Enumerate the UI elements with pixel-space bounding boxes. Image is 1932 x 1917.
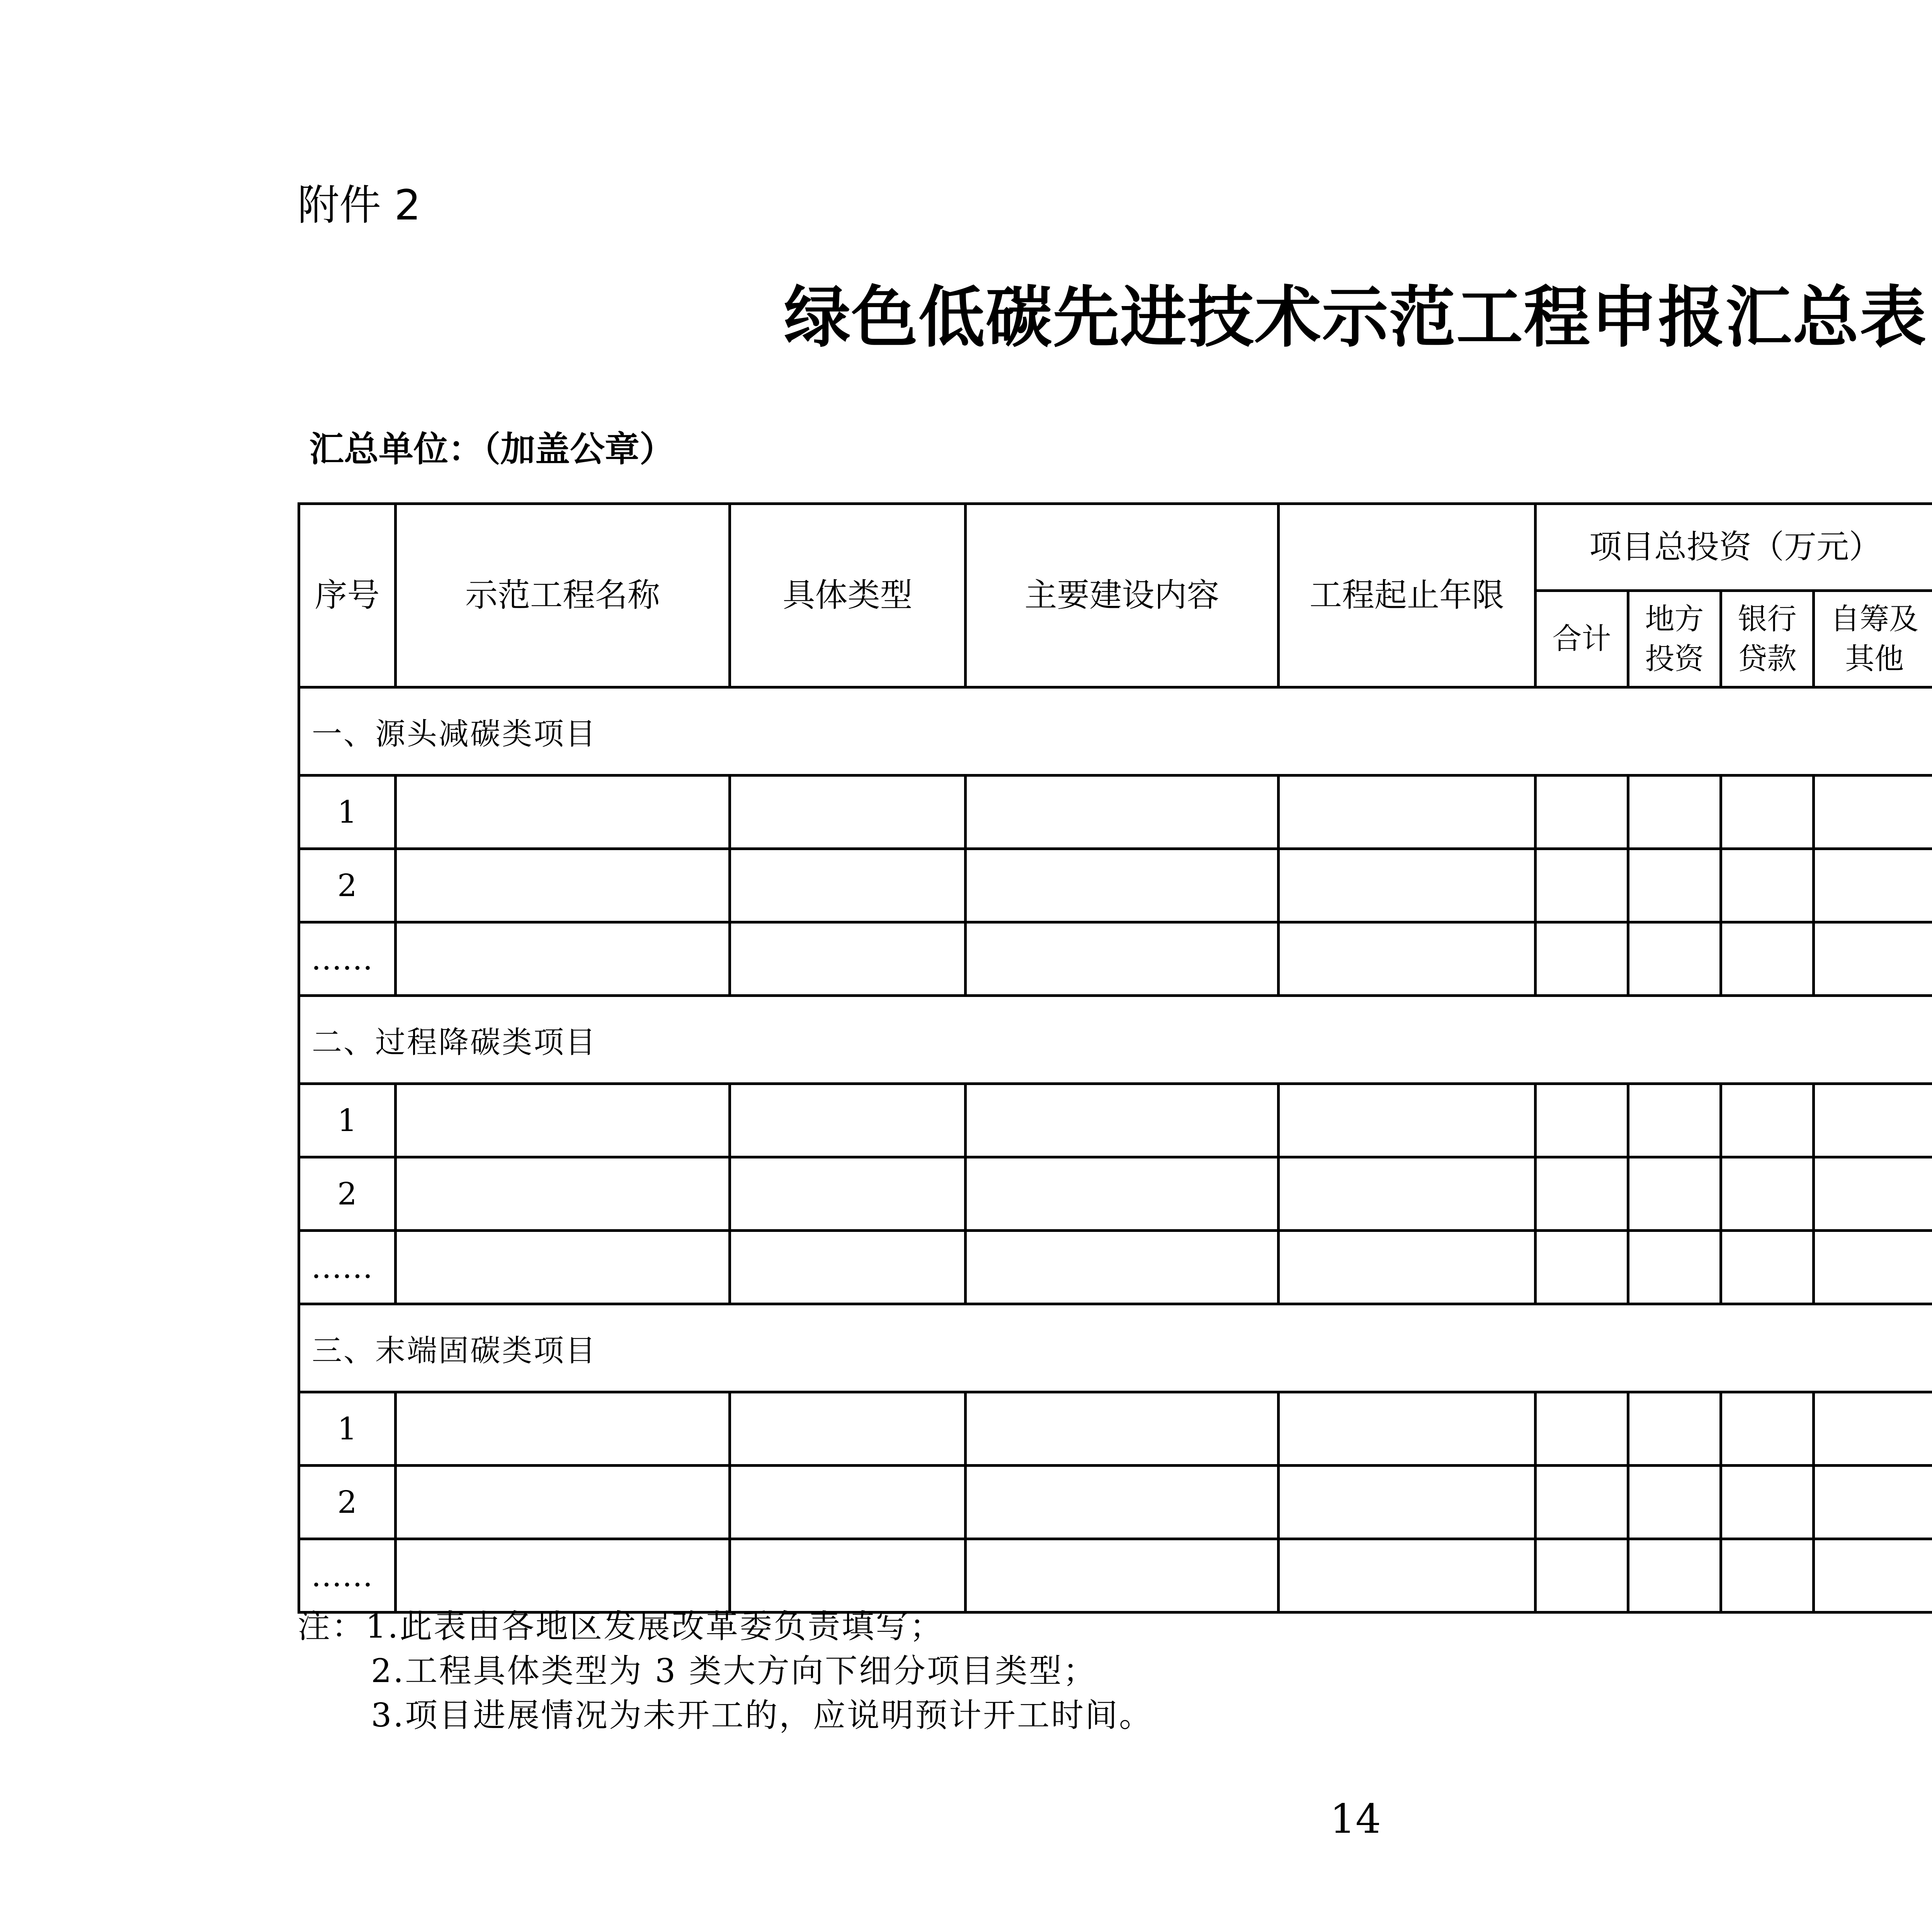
cell-period[interactable]	[1279, 922, 1536, 996]
cell-period[interactable]	[1279, 1539, 1536, 1613]
cell-main-content[interactable]	[966, 1157, 1279, 1231]
row-index: 1	[299, 1392, 396, 1466]
cell-investment-total[interactable]	[1536, 1231, 1628, 1304]
page-number: 14	[1330, 1795, 1381, 1842]
cell-investment-total[interactable]	[1536, 1539, 1628, 1613]
cell-period[interactable]	[1279, 1231, 1536, 1304]
header-main-content: 主要建设内容	[966, 504, 1279, 687]
table-row	[299, 849, 1932, 922]
attachment-label: 附件 2	[298, 181, 421, 230]
cell-specific-type[interactable]	[730, 1157, 966, 1231]
notes-prefix: 注：	[298, 1607, 366, 1645]
cell-period[interactable]	[1279, 1392, 1536, 1466]
cell-main-content[interactable]	[966, 1231, 1279, 1304]
section-title: 三、末端固碳类项目	[299, 1304, 1932, 1392]
table-row	[299, 1466, 1932, 1539]
cell-investment-total[interactable]	[1536, 776, 1628, 849]
cell-specific-type[interactable]	[730, 1231, 966, 1304]
cell-project-name[interactable]	[396, 1392, 730, 1466]
header-index: 序号	[299, 504, 396, 687]
header-investment-total: 合计	[1536, 591, 1628, 687]
row-index: 2	[299, 1157, 396, 1231]
header-investment-bank-line2: 贷款	[1738, 641, 1797, 676]
cell-investment-total[interactable]	[1536, 1157, 1628, 1231]
table-header-row	[299, 504, 1932, 591]
cell-specific-type[interactable]	[730, 1466, 966, 1539]
table-row	[299, 1392, 1932, 1466]
cell-main-content[interactable]	[966, 1084, 1279, 1157]
header-investment-self	[1814, 591, 1932, 687]
cell-period[interactable]	[1279, 1466, 1536, 1539]
cell-investment-self[interactable]	[1814, 1084, 1932, 1157]
cell-investment-total[interactable]	[1536, 922, 1628, 996]
cell-investment-total[interactable]	[1536, 1392, 1628, 1466]
header-investment-self-line1: 自筹及	[1830, 601, 1918, 636]
cell-investment-local[interactable]	[1628, 776, 1721, 849]
cell-specific-type[interactable]	[730, 849, 966, 922]
cell-investment-local[interactable]	[1628, 1392, 1721, 1466]
summary-unit-label: 汇总单位：（加盖公章）	[309, 429, 674, 469]
header-investment-local-line1: 地方	[1645, 601, 1704, 636]
table-row	[299, 922, 1932, 996]
row-index: 1	[299, 1084, 396, 1157]
cell-specific-type[interactable]	[730, 922, 966, 996]
cell-investment-self[interactable]	[1814, 922, 1932, 996]
row-index: 2	[299, 849, 396, 922]
section-row	[299, 687, 1932, 776]
cell-investment-bank[interactable]	[1721, 1466, 1814, 1539]
note-line	[298, 1693, 1153, 1738]
header-specific-type: 具体类型	[730, 504, 966, 687]
section-row	[299, 1304, 1932, 1392]
cell-investment-bank[interactable]	[1721, 1392, 1814, 1466]
header-period: 工程起止年限	[1279, 504, 1536, 687]
cell-period[interactable]	[1279, 1157, 1536, 1231]
cell-main-content[interactable]	[966, 776, 1279, 849]
table-row	[299, 1231, 1932, 1304]
note-item: 3.项目进展情况为未开工的，应说明预计开工时间。	[371, 1696, 1153, 1734]
note-item: 2.工程具体类型为 3 类大方向下细分项目类型；	[371, 1652, 1097, 1690]
header-project-name: 示范工程名称	[396, 504, 730, 687]
summary-table	[298, 502, 1932, 1614]
cell-investment-local[interactable]	[1628, 1231, 1721, 1304]
header-investment-local	[1628, 591, 1721, 687]
cell-investment-bank[interactable]	[1721, 1231, 1814, 1304]
cell-period[interactable]	[1279, 776, 1536, 849]
cell-main-content[interactable]	[966, 849, 1279, 922]
cell-investment-bank[interactable]	[1721, 1084, 1814, 1157]
header-investment-self-line2: 其他	[1845, 641, 1904, 676]
row-index: ……	[299, 922, 396, 996]
cell-investment-total[interactable]	[1536, 1084, 1628, 1157]
header-investment-bank	[1721, 591, 1814, 687]
table-row	[299, 776, 1932, 849]
section-title: 二、过程降碳类项目	[299, 996, 1932, 1084]
cell-specific-type[interactable]	[730, 1084, 966, 1157]
cell-project-name[interactable]	[396, 1157, 730, 1231]
cell-investment-local[interactable]	[1628, 1084, 1721, 1157]
cell-investment-bank[interactable]	[1721, 1539, 1814, 1613]
cell-investment-local[interactable]	[1628, 1539, 1721, 1613]
cell-investment-total[interactable]	[1536, 1466, 1628, 1539]
notes-block	[298, 1604, 1153, 1738]
cell-investment-bank[interactable]	[1721, 1157, 1814, 1231]
cell-project-name[interactable]	[396, 1231, 730, 1304]
cell-period[interactable]	[1279, 1084, 1536, 1157]
table-row	[299, 1157, 1932, 1231]
note-line	[298, 1649, 1153, 1693]
cell-investment-local[interactable]	[1628, 922, 1721, 996]
section-title: 一、源头减碳类项目	[299, 687, 1932, 776]
cell-investment-self[interactable]	[1814, 1539, 1932, 1613]
cell-main-content[interactable]	[966, 1392, 1279, 1466]
header-investment-local-line2: 投资	[1645, 641, 1704, 676]
cell-investment-self[interactable]	[1814, 1466, 1932, 1539]
cell-specific-type[interactable]	[730, 1392, 966, 1466]
cell-project-name[interactable]	[396, 922, 730, 996]
table-row	[299, 1084, 1932, 1157]
section-row	[299, 996, 1932, 1084]
cell-investment-bank[interactable]	[1721, 849, 1814, 922]
cell-investment-local[interactable]	[1628, 849, 1721, 922]
cell-project-name[interactable]	[396, 1539, 730, 1613]
table-row	[299, 1539, 1932, 1613]
cell-period[interactable]	[1279, 849, 1536, 922]
page-title: 绿色低碳先进技术示范工程申报汇总表	[784, 278, 1927, 356]
cell-investment-self[interactable]	[1814, 1392, 1932, 1466]
header-investment-bank-line1: 银行	[1738, 601, 1797, 636]
row-index: ……	[299, 1539, 396, 1613]
row-index: 1	[299, 776, 396, 849]
header-investment-group: 项目总投资（万元）	[1536, 504, 1932, 591]
cell-project-name[interactable]	[396, 1084, 730, 1157]
cell-investment-self[interactable]	[1814, 849, 1932, 922]
cell-investment-self[interactable]	[1814, 776, 1932, 849]
note-item: 1.此表由各地区发展改革委负责填写；	[366, 1607, 944, 1645]
cell-investment-self[interactable]	[1814, 1231, 1932, 1304]
cell-main-content[interactable]	[966, 922, 1279, 996]
row-index: 2	[299, 1466, 396, 1539]
cell-investment-bank[interactable]	[1721, 776, 1814, 849]
note-line	[298, 1604, 1153, 1649]
row-index: ……	[299, 1231, 396, 1304]
cell-main-content[interactable]	[966, 1466, 1279, 1539]
cell-specific-type[interactable]	[730, 776, 966, 849]
cell-main-content[interactable]	[966, 1539, 1279, 1613]
cell-project-name[interactable]	[396, 849, 730, 922]
cell-investment-self[interactable]	[1814, 1157, 1932, 1231]
cell-investment-bank[interactable]	[1721, 922, 1814, 996]
cell-investment-local[interactable]	[1628, 1466, 1721, 1539]
cell-project-name[interactable]	[396, 776, 730, 849]
cell-investment-total[interactable]	[1536, 849, 1628, 922]
cell-project-name[interactable]	[396, 1466, 730, 1539]
cell-specific-type[interactable]	[730, 1539, 966, 1613]
cell-investment-local[interactable]	[1628, 1157, 1721, 1231]
